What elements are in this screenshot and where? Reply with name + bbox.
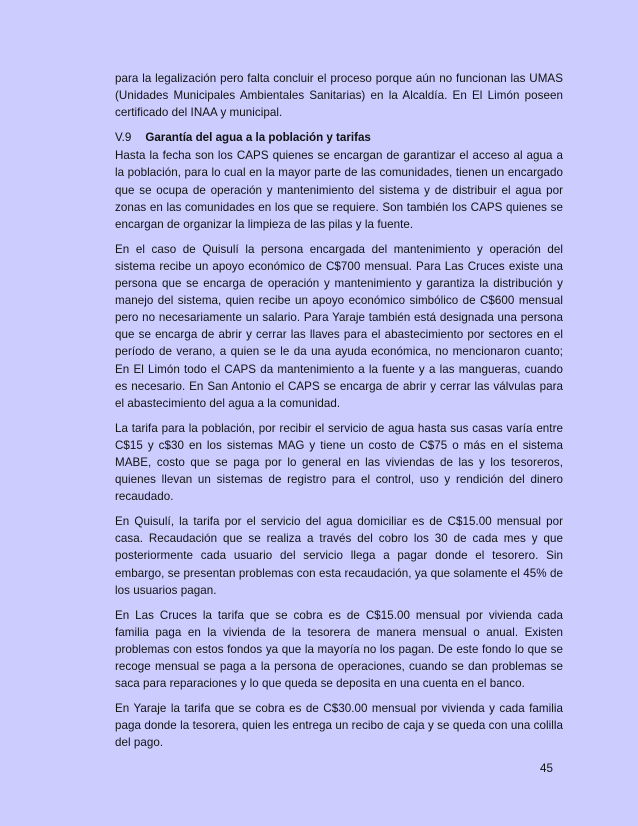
paragraph-tariff-yaraje: En Yaraje la tarifa que se cobra es de C$30.00 mensual por vivienda y cada familia paga donde la tesorera, quien les entrega un recibo de caja y se queda con una colilla del pago. <box>115 702 563 750</box>
section-number: V.9 <box>115 131 132 145</box>
paragraph-tariff-general: La tarifa para la población, por recibir el servicio de agua hasta sus casas varía entre C$15 y c$30 en los sistemas MAG y tiene un costo de C$75 o más en el sistema MABE, costo que se paga por lo general en las viviendas de las y los tesoreros, quienes llevan un sistemas de registro para el control, uso y rendición del dinero recaudado. <box>115 421 563 504</box>
page-number: 45 <box>540 762 553 775</box>
section-heading <box>115 129 563 146</box>
section-title: Garantía del agua a la población y tarifas <box>145 131 371 145</box>
document-page <box>115 70 563 759</box>
paragraph-tariff-las-cruces: En Las Cruces la tarifa que se cobra es de C$15.00 mensual por vivienda cada familia paga en la vivienda de la tesorera de manera mensual o anual. Existen problemas con estos fondos ya que la mayoría no los pagan. De este fondo lo que se recoge mensual se paga a la persona de operaciones, cuando se dan problemas se saca para reparaciones y lo que queda se deposita en una cuenta en el banco. <box>115 608 563 691</box>
paragraph-tariff-quisuli: En Quisulí, la tarifa por el servicio del agua domiciliar es de C$15.00 mensual por casa. Recaudación que se realiza a través del cobro los 30 de cada mes y que posteriormente cada usuario del servicio llega a pagar donde el tesorero. Sin embargo, se presentan problemas con esta recaudación, ya que solamente el 45% de los usuarios pagan. <box>115 515 563 597</box>
paragraph-caretakers: En el caso de Quisulí la persona encargada del mantenimiento y operación del sistema recibe un apoyo económico de C$700 mensual. Para Las Cruces existe una persona que se encarga de operación y mantenimiento y garantiza la distribución y manejo del sistema, quien recibe un apoyo económico simbólico de C$600 mensual pero no necesariamente un salario. Para Yaraje también está designada una persona que se encarga de abrir y cerrar las llaves para el abastecimiento por sectores en el período de verano, a quien se le da una ayuda económica, no mencionaron cuanto; En El Limón todo el CAPS da mantenimiento a la fuente y a las mangueras, cuando es necesario. En San Antonio el CAPS se encarga de abrir y cerrar las válvulas para el abastecimiento del agua a la comunidad. <box>115 242 563 410</box>
paragraph-intro: para la legalización pero falta concluir el proceso porque aún no funcionan las UMAS (Unidades Municipales Ambientales Sanitarias) en la Alcaldía. En El Limón poseen certificado del INAA y municipal. <box>115 72 563 120</box>
paragraph-caps-role: Hasta la fecha son los CAPS quienes se encargan de garantizar el acceso al agua a la población, para lo cual en la mayor parte de las comunidades, tienen un encargado que se ocupa de operación y mantenimiento del sistema y de distribuir el agua por zonas en las comunidades en los que se requiere. Son también los CAPS quienes se encargan de organizar la limpieza de las pilas y la fuente. <box>115 149 563 231</box>
